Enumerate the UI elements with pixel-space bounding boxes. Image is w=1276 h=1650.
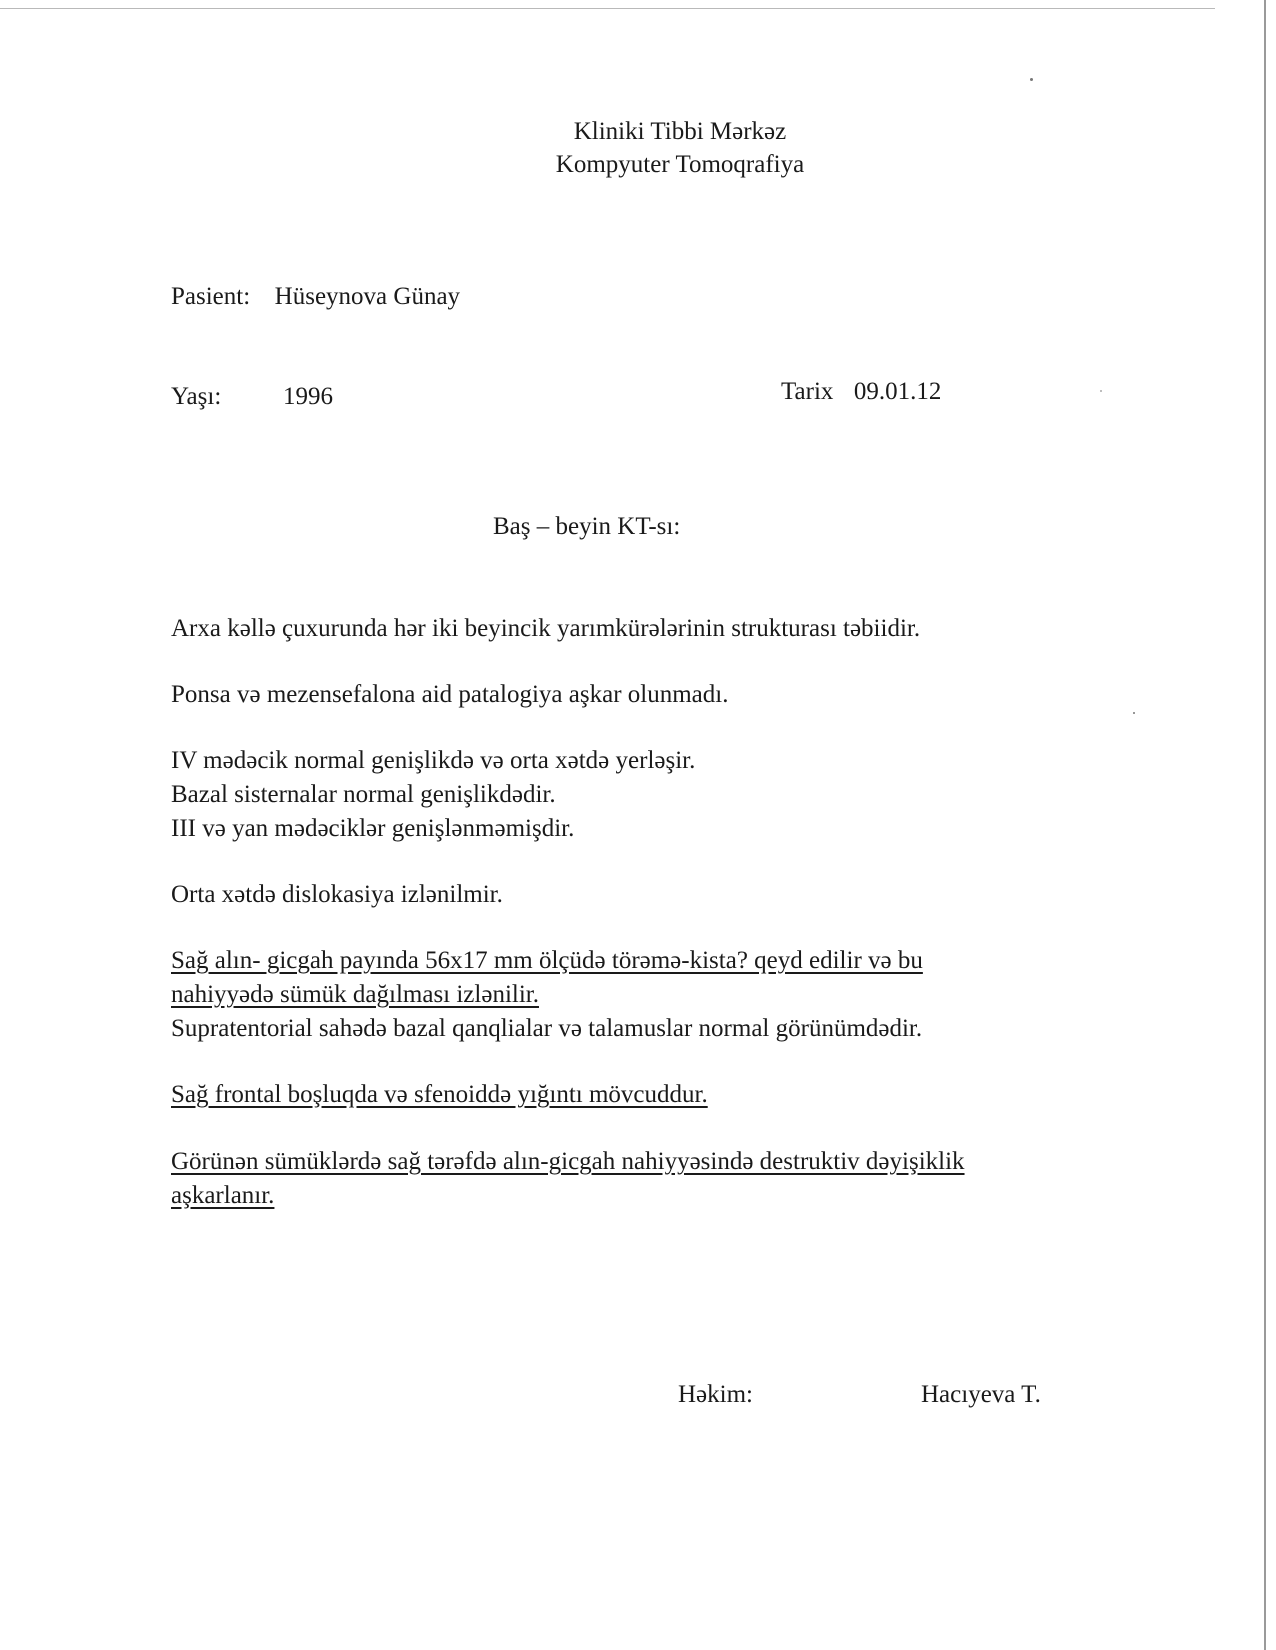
scan-speck — [1133, 712, 1135, 714]
finding-line: Ponsa və mezensefalona aid patalogiya aşkar olunmadı. — [171, 681, 729, 708]
patient-name: Hüseynova Günay — [274, 283, 461, 310]
doctor-label: Həkim: — [678, 1381, 753, 1408]
scan-speck — [1030, 78, 1033, 81]
patient-label: Pasient: — [171, 283, 251, 310]
finding-line: Supratentorial sahədə bazal qanqlialar və talamuslar normal görünümdədir. — [171, 1015, 923, 1042]
department-name: Kompyuter Tomoqrafiya — [555, 151, 805, 178]
doctor-name: Hacıyeva T. — [921, 1381, 1041, 1408]
finding-line: Orta xətdə dislokasiya izlənilmir. — [171, 881, 503, 908]
scan-edge-top — [0, 8, 1215, 9]
clinic-name: Kliniki Tibbi Mərkəz — [573, 118, 787, 145]
scan-speck — [1100, 390, 1102, 392]
finding-line-underlined: Görünən sümüklərdə sağ tərəfdə alın-gicgah nahiyyəsində destruktiv dəyişiklik — [171, 1148, 965, 1175]
scan-edge-right — [1264, 0, 1266, 1650]
finding-line: III və yan mədəciklər genişlənməmişdir. — [171, 815, 575, 842]
finding-line: IV mədəcik normal genişlikdə və orta xətdə yerləşir. — [171, 747, 696, 774]
finding-line: Bazal sisternalar normal genişlikdədir. — [171, 781, 556, 808]
date-value: 09.01.12 — [853, 378, 942, 405]
date-label: Tarix — [781, 378, 834, 405]
date-row — [781, 377, 941, 407]
age-value: 1996 — [283, 383, 333, 410]
document-header — [420, 115, 940, 181]
finding-line-underlined: Sağ frontal boşluqda və sfenoiddə yığıntı mövcuddur. — [171, 1081, 708, 1108]
finding-line-underlined: nahiyyədə sümük dağılması izlənilir. — [171, 981, 539, 1008]
finding-line-underlined: aşkarlanır. — [171, 1182, 275, 1209]
finding-line: Arxa kəllə çuxurunda hər iki beyincik yarımkürələrinin strukturası təbiidir. — [171, 615, 921, 642]
patient-row — [171, 282, 460, 312]
exam-title: Baş – beyin KT-sı: — [493, 513, 681, 540]
age-label: Yaşı: — [171, 383, 222, 410]
finding-line-underlined: Sağ alın- gicgah payında 56x17 mm ölçüdə törəmə-kista? qeyd edilir və bu — [171, 947, 923, 974]
